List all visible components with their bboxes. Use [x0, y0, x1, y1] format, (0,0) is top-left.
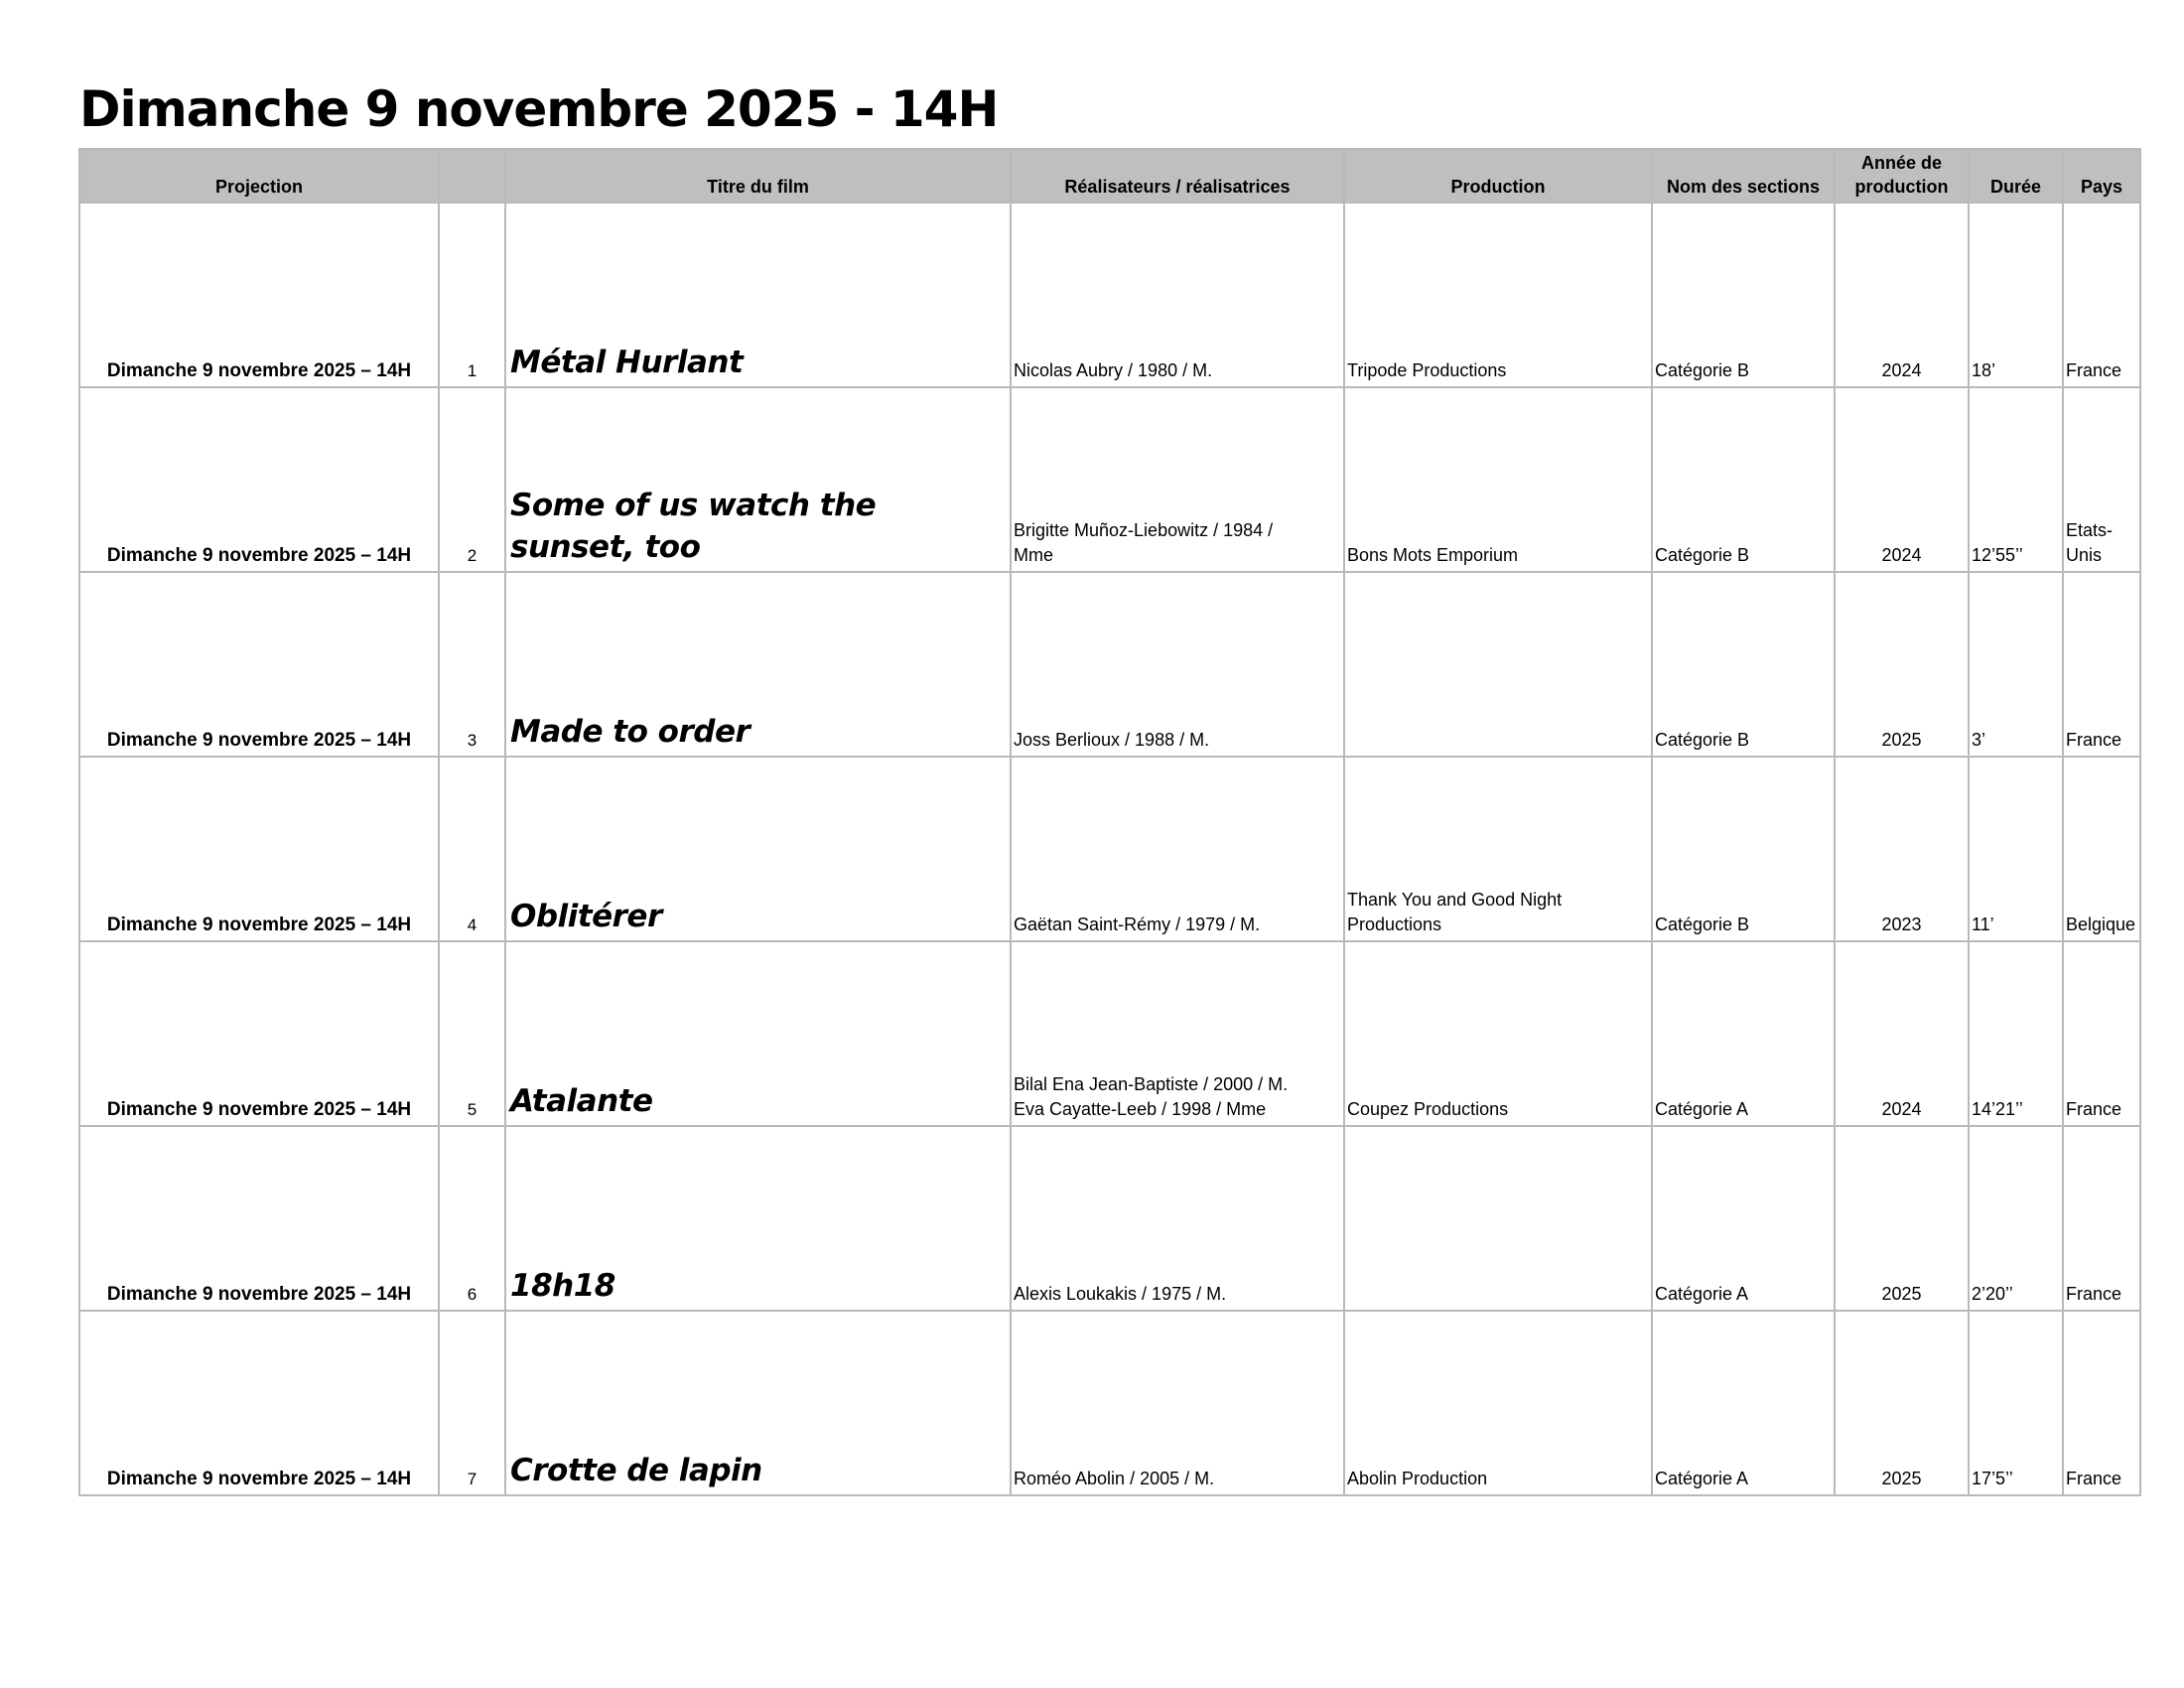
film-title-cell: Oblitérer [505, 757, 1011, 941]
country-cell: France [2063, 203, 2140, 387]
directors-cell [1011, 203, 1344, 387]
table-row [79, 941, 2140, 1126]
country-cell: France [2063, 941, 2140, 1126]
production-cell: Coupez Productions [1344, 941, 1652, 1126]
header-production-year-line2: production [1854, 177, 1949, 197]
film-title-cell: 18h18 [505, 1126, 1011, 1311]
header-directors: Réalisateurs / réalisatrices [1011, 149, 1344, 203]
director-line: Eva Cayatte-Leeb / 1998 / Mme [1014, 1099, 1267, 1119]
section-cell: Catégorie A [1652, 1311, 1835, 1495]
duration-cell: 3’ [1969, 572, 2063, 757]
projection-cell: Dimanche 9 novembre 2025 – 14H [79, 757, 439, 941]
duration-cell: 12’55’’ [1969, 387, 2063, 572]
table-row [79, 1126, 2140, 1311]
production-year-cell: 2025 [1835, 1126, 1969, 1311]
projection-cell: Dimanche 9 novembre 2025 – 14H [79, 941, 439, 1126]
director-line: Brigitte Muñoz-Liebowitz / 1984 / [1014, 520, 1274, 540]
table-row [79, 757, 2140, 941]
film-number-cell: 6 [439, 1126, 505, 1311]
film-number-cell: 5 [439, 941, 505, 1126]
director-line: Roméo Abolin / 2005 / M. [1014, 1469, 1215, 1488]
production-year-cell: 2024 [1835, 203, 1969, 387]
directors-cell [1011, 941, 1344, 1126]
director-line: Gaëtan Saint-Rémy / 1979 / M. [1014, 914, 1261, 934]
production-year-cell: 2024 [1835, 941, 1969, 1126]
section-cell: Catégorie A [1652, 1126, 1835, 1311]
projection-cell: Dimanche 9 novembre 2025 – 14H [79, 203, 439, 387]
header-country: Pays [2063, 149, 2140, 203]
section-cell: Catégorie B [1652, 203, 1835, 387]
table-row [79, 572, 2140, 757]
directors-cell [1011, 1126, 1344, 1311]
country-cell: France [2063, 572, 2140, 757]
header-production-year-line1: Année de [1860, 153, 1943, 173]
duration-cell: 18’ [1969, 203, 2063, 387]
film-number-cell: 7 [439, 1311, 505, 1495]
production-cell: Thank You and Good Night Productions [1344, 757, 1652, 941]
country-cell: France [2063, 1126, 2140, 1311]
header-film-title: Titre du film [505, 149, 1011, 203]
directors-cell [1011, 1311, 1344, 1495]
director-line: Joss Berlioux / 1988 / M. [1014, 730, 1210, 750]
duration-cell: 2’20’’ [1969, 1126, 2063, 1311]
country-cell: France [2063, 1311, 2140, 1495]
duration-cell: 17’5’’ [1969, 1311, 2063, 1495]
country-cell: Belgique [2063, 757, 2140, 941]
projection-cell: Dimanche 9 novembre 2025 – 14H [79, 387, 439, 572]
projection-cell: Dimanche 9 novembre 2025 – 14H [79, 1126, 439, 1311]
header-projection: Projection [79, 149, 439, 203]
table-header-row [79, 149, 2140, 203]
header-duration: Durée [1969, 149, 2063, 203]
duration-cell: 14’21’’ [1969, 941, 2063, 1126]
film-title-cell: Crotte de lapin [505, 1311, 1011, 1495]
country-cell: Etats-Unis [2063, 387, 2140, 572]
header-production: Production [1344, 149, 1652, 203]
director-line: Bilal Ena Jean-Baptiste / 2000 / M. [1014, 1074, 1289, 1094]
director-line: Alexis Loukakis / 1975 / M. [1014, 1284, 1227, 1304]
production-cell: Abolin Production [1344, 1311, 1652, 1495]
film-number-cell: 1 [439, 203, 505, 387]
table-row [79, 203, 2140, 387]
production-year-cell: 2023 [1835, 757, 1969, 941]
film-title-cell: Atalante [505, 941, 1011, 1126]
section-cell: Catégorie A [1652, 941, 1835, 1126]
table-row [79, 1311, 2140, 1495]
director-line: Mme [1014, 545, 1053, 565]
directors-cell [1011, 387, 1344, 572]
production-cell [1344, 1126, 1652, 1311]
header-production-year [1835, 149, 1969, 203]
film-number-cell: 3 [439, 572, 505, 757]
schedule-table [78, 148, 2141, 1496]
section-cell: Catégorie B [1652, 572, 1835, 757]
film-title-cell: Some of us watch the sunset, too [505, 387, 1011, 572]
film-title-cell: Métal Hurlant [505, 203, 1011, 387]
film-number-cell: 2 [439, 387, 505, 572]
header-number [439, 149, 505, 203]
projection-cell: Dimanche 9 novembre 2025 – 14H [79, 1311, 439, 1495]
production-year-cell: 2024 [1835, 387, 1969, 572]
film-title-cell: Made to order [505, 572, 1011, 757]
duration-cell: 11’ [1969, 757, 2063, 941]
production-cell [1344, 572, 1652, 757]
table-body [79, 203, 2140, 1495]
production-cell: Bons Mots Emporium [1344, 387, 1652, 572]
directors-cell [1011, 572, 1344, 757]
projection-cell: Dimanche 9 novembre 2025 – 14H [79, 572, 439, 757]
table-row [79, 387, 2140, 572]
page-title: Dimanche 9 novembre 2025 - 14H [79, 80, 999, 138]
production-cell: Tripode Productions [1344, 203, 1652, 387]
directors-cell [1011, 757, 1344, 941]
director-line: Nicolas Aubry / 1980 / M. [1014, 360, 1213, 380]
film-number-cell: 4 [439, 757, 505, 941]
section-cell: Catégorie B [1652, 757, 1835, 941]
production-year-cell: 2025 [1835, 572, 1969, 757]
production-year-cell: 2025 [1835, 1311, 1969, 1495]
section-cell: Catégorie B [1652, 387, 1835, 572]
header-sections: Nom des sections [1652, 149, 1835, 203]
